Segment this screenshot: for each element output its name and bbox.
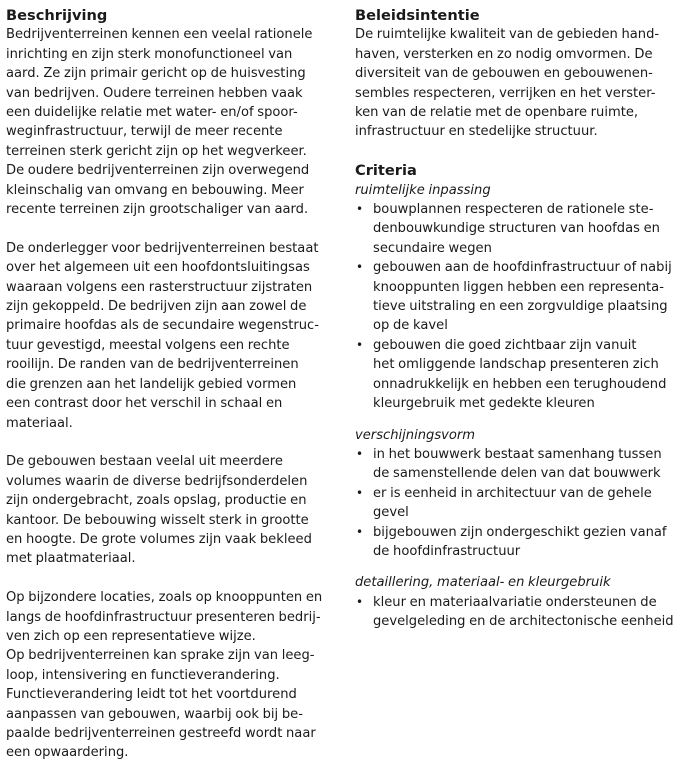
list-item (355, 200, 681, 258)
beschrijving-heading: Beschrijving (6, 7, 108, 24)
group-spacer (355, 414, 681, 426)
criteria-list-ruimtelijke-inpassing (355, 200, 681, 413)
criteria-list-detaillering (355, 593, 681, 632)
bullet-icon: • (356, 524, 364, 539)
beschrijving-paragraph-4: Op bijzondere locaties, zoals op knooppunten en langs de hoofdinfrastructuur presenteren bedrij- ven zich op een representatieve wijze. Op bedrijventerreinen kan sprake zijn van leeg- loop, intensivering en functieverandering. Functieverandering leidt tot het voortdurend aanpassen van gebouwen, waarbij ook bij be- paalde bedrijventerreinen gestreefd wordt naar een opwaardering. (6, 590, 323, 761)
list-item-text: gebouwen die goed zichtbaar zijn vanuit het omliggende landschap presenteren zich onnadrukkelijk en hebben een terughoudend kleurgebruik met gedekte kleuren (373, 337, 667, 412)
beschrijving-paragraph-3: De gebouwen bestaan veelal uit meerdere volumes waarin de diverse bedrijfsonderdelen zijn ondergebracht, zoals opslag, productie en kantoor. De bebouwing wisselt sterk in grootte en hoogte. De grote volumes zijn vaak bekleed met plaatmateriaal. (6, 454, 312, 567)
list-item-text: in het bouwwerk bestaat samenhang tussen de samenstellende delen van dat bouwwerk (373, 446, 662, 482)
list-item (355, 484, 681, 523)
right-column (355, 6, 681, 632)
beschrijving-paragraph-2: De onderlegger voor bedrijventerreinen bestaat over het algemeen uit een hoofdontsluitingsas waaraan volgens een rasterstructuur zijstraten zijn gekoppeld. De bedrijven zijn aan zowel de primaire hoofdas als de secundaire wegenstruc- tuur gevestigd, meestal volgens een rechte rooilijn. De randen van de bedrijventerreinen die grenzen aan het landelijk gebied vormen een contrast door het verschil in schaal en materiaal. (6, 240, 319, 431)
beleidsintentie-heading: Beleidsintentie (355, 7, 480, 24)
criteria-group-title-detaillering: detaillering, materiaal- en kleurgebruik (355, 575, 611, 591)
list-item-text: bijgebouwen zijn ondergeschikt gezien vanaf de hoofdinfrastructuur (373, 524, 667, 559)
criteria-list-verschijningsvorm (355, 445, 681, 561)
bullet-icon: • (356, 594, 364, 609)
paragraph-spacer (6, 569, 336, 588)
list-item (355, 258, 681, 336)
list-item-text: gebouwen aan de hoofdinfrastructuur of nabij knooppunten liggen hebben een representa- tieve uitstraling en een zorgvuldige plaatsing op de kavel (373, 260, 672, 334)
list-item (355, 336, 681, 414)
bullet-icon: • (356, 202, 364, 217)
bullet-icon: • (356, 337, 364, 352)
paragraph-spacer (6, 219, 336, 238)
bullet-icon: • (356, 485, 364, 500)
list-item (355, 593, 681, 632)
criteria-group-title-verschijningsvorm: verschijningsvorm (355, 427, 476, 443)
list-item-text: bouwplannen respecteren de rationele ste- denbouwkundige structuren van hoofdas en secundaire wegen (373, 202, 660, 256)
beleidsintentie-text: De ruimtelijke kwaliteit van de gebieden hand- haven, versterken en zo nodig omvormen. De diversiteit van de gebouwen en gebouwenen- sembles respecteren, verrijken en het verster- ken van de relatie met de openbare ruimte, infrastructuur en stedelijke structuur. (355, 27, 660, 140)
bullet-icon: • (356, 446, 364, 461)
left-column (6, 6, 336, 763)
group-spacer (355, 561, 681, 573)
bullet-icon: • (356, 260, 364, 275)
paragraph-spacer (6, 433, 336, 452)
section-spacer (355, 142, 681, 161)
list-item-text: er is eenheid in architectuur van de gehele gevel (373, 485, 652, 521)
criteria-heading: Criteria (355, 162, 417, 180)
criteria-group-title-ruimtelijke-inpassing: ruimtelijke inpassing (355, 182, 491, 198)
beschrijving-paragraph-1: Bedrijventerreinen kennen een veelal rationele inrichting en zijn sterk monofunctioneel van aard. Ze zijn primair gericht op de huisvesting van bedrijven. Oudere terreinen hebben vaak een duidelijke relatie met water- en/of spoor- weginfrastructuur, terwijl de meer recente terreinen sterk gericht zijn op het wegverkeer. De oudere bedrijventerreinen zijn overwegend kleinschalig van omvang en bebouwing. Meer recente terreinen zijn grootschaliger van aard. (6, 27, 313, 218)
list-item (355, 445, 681, 484)
list-item (355, 523, 681, 562)
list-item-text: kleur en materiaalvariatie ondersteunen de gevelgeleding en de architectonische eenheid (373, 594, 674, 630)
